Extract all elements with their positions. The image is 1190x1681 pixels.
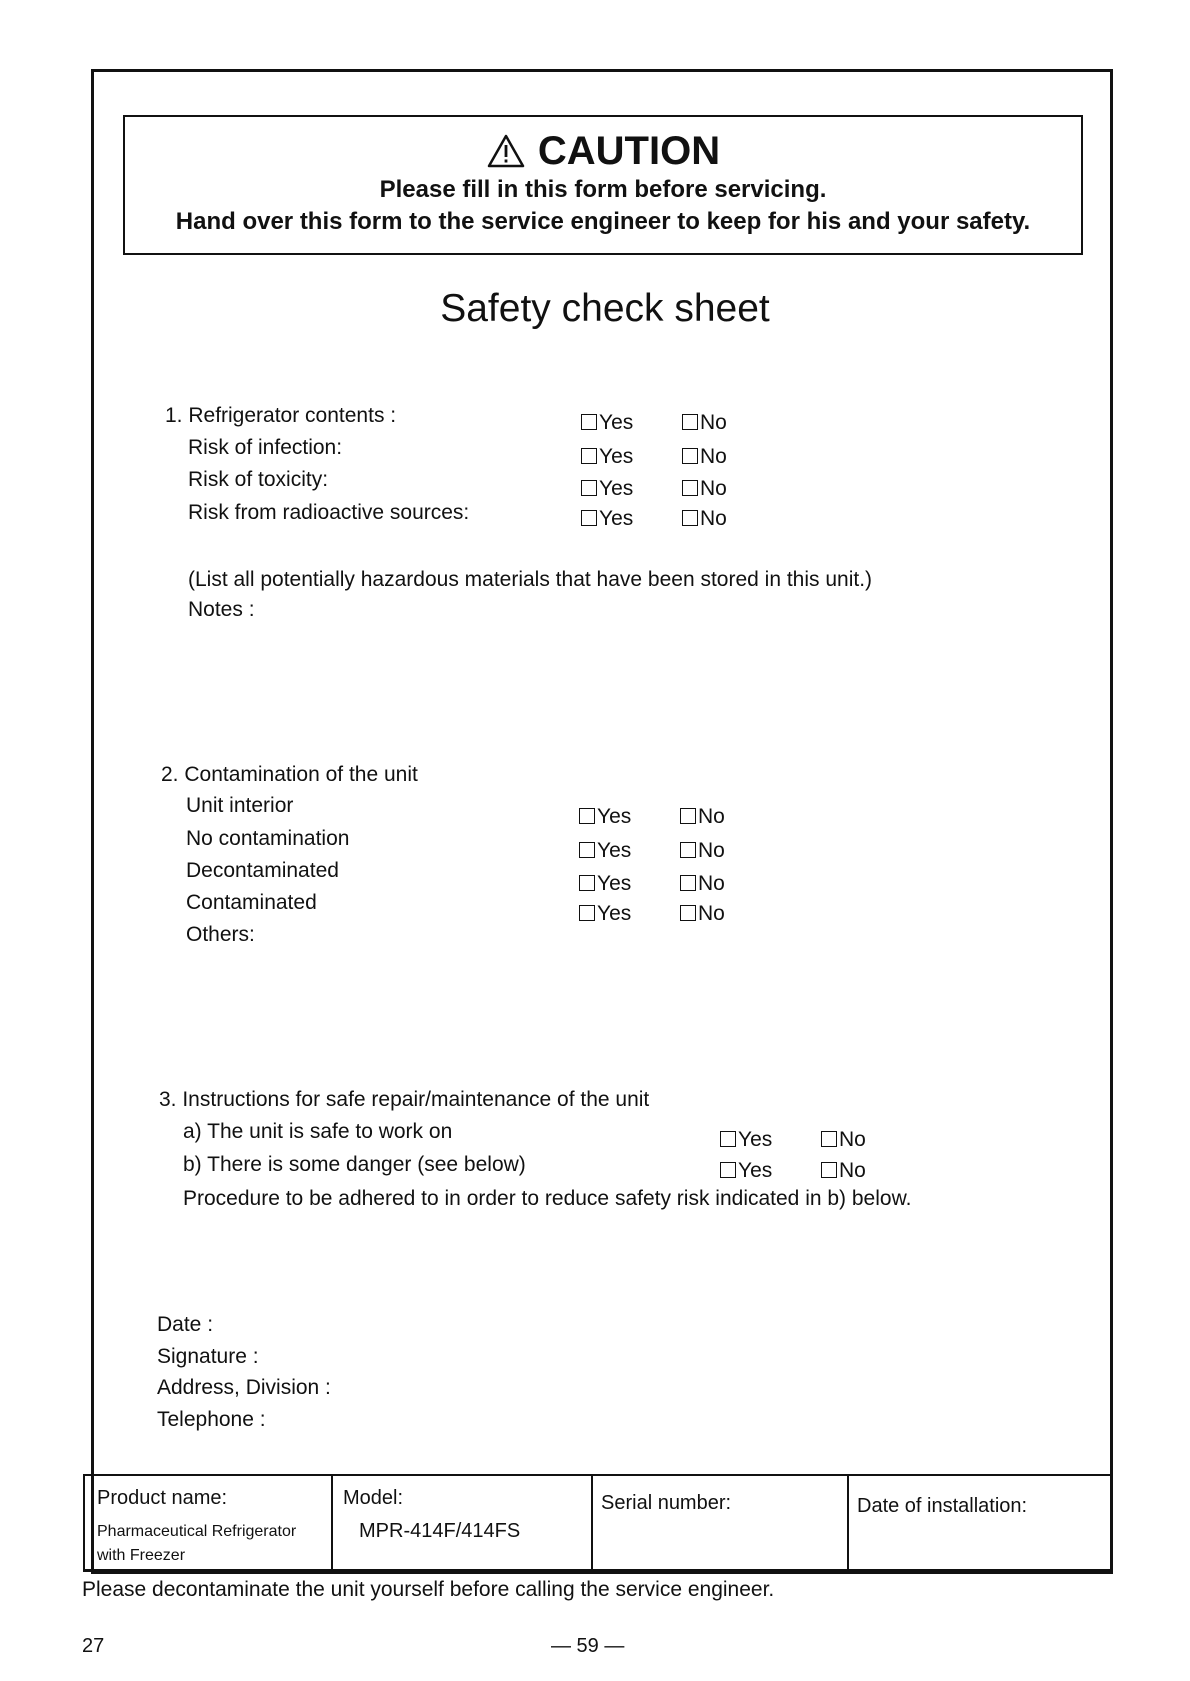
section3-procedure: Procedure to be adhered to in order to reduce safety risk indicated in b) below. — [183, 1187, 912, 1210]
model-label: Model: — [343, 1487, 404, 1509]
serial-number-cell — [591, 1476, 849, 1569]
section2-item-contaminated: Contaminated — [186, 891, 317, 914]
warning-triangle-icon — [486, 133, 526, 169]
checkbox-icon — [680, 842, 696, 858]
checkbox-icon — [682, 510, 698, 526]
checkbox-icon — [581, 510, 597, 526]
checkbox-icon — [682, 414, 698, 430]
checkbox-icon — [680, 808, 696, 824]
caution-title: CAUTION — [537, 129, 721, 173]
s1-row2-no[interactable]: No — [682, 444, 727, 470]
s2-row1-no[interactable]: No — [680, 804, 725, 830]
footnote: Please decontaminate the unit yourself before calling the service engineer. — [82, 1578, 775, 1601]
date-label: Date : — [157, 1313, 214, 1336]
checkbox-icon — [579, 808, 595, 824]
checkbox-icon — [682, 480, 698, 496]
checkbox-icon — [680, 905, 696, 921]
section2-heading: 2. Contamination of the unit — [161, 763, 418, 786]
serial-number-label: Serial number: — [601, 1492, 732, 1514]
product-name-label: Product name: — [97, 1487, 228, 1509]
s1-row1-yes[interactable]: Yes — [581, 410, 633, 436]
s2-row4-no[interactable]: No — [680, 901, 725, 927]
checkbox-icon — [579, 842, 595, 858]
checkbox-icon — [579, 905, 595, 921]
checkbox-icon — [821, 1131, 837, 1147]
checkbox-icon — [680, 875, 696, 891]
s1-row4-no[interactable]: No — [682, 506, 727, 532]
section1-heading: 1. Refrigerator contents : — [165, 404, 397, 427]
s1-row3-yes[interactable]: Yes — [581, 476, 633, 502]
section1-instruction: (List all potentially hazardous materials that have been stored in this unit.) — [188, 568, 873, 591]
s2-row3-no[interactable]: No — [680, 871, 725, 897]
checkbox-icon — [579, 875, 595, 891]
checkbox-icon — [581, 480, 597, 496]
s2-row1-yes[interactable]: Yes — [579, 804, 631, 830]
model-value: MPR-414F/414FS — [359, 1520, 521, 1542]
product-name-cell — [83, 1476, 333, 1569]
product-info-table — [83, 1474, 1110, 1572]
s1-row1-no[interactable]: No — [682, 410, 727, 436]
s2-row3-yes[interactable]: Yes — [579, 871, 631, 897]
s2-row2-no[interactable]: No — [680, 838, 725, 864]
section2-item-others: Others: — [186, 923, 255, 946]
caution-box — [123, 115, 1083, 255]
section1-item-radioactive: Risk from radioactive sources: — [188, 501, 470, 524]
section3-heading: 3. Instructions for safe repair/maintenance of the unit — [159, 1088, 650, 1111]
s2-row2-yes[interactable]: Yes — [579, 838, 631, 864]
checkbox-icon — [720, 1162, 736, 1178]
date-of-installation-label: Date of installation: — [857, 1495, 1028, 1517]
section2-item-no-contamination: No contamination — [186, 827, 350, 850]
telephone-label: Telephone : — [157, 1408, 266, 1431]
section2-item-unit-interior: Unit interior — [186, 794, 294, 817]
s2-row4-yes[interactable]: Yes — [579, 901, 631, 927]
page-title: Safety check sheet — [440, 287, 770, 330]
section1-item-infection: Risk of infection: — [188, 436, 343, 459]
s3-row1-no[interactable]: No — [821, 1127, 866, 1153]
checkbox-icon — [821, 1162, 837, 1178]
address-division-label: Address, Division : — [157, 1376, 331, 1399]
s3-row2-yes[interactable]: Yes — [720, 1158, 772, 1184]
product-name-value-line2: with Freezer — [97, 1547, 186, 1564]
checkbox-icon — [720, 1131, 736, 1147]
notes-label: Notes : — [188, 598, 255, 621]
checkbox-icon — [581, 414, 597, 430]
checkbox-icon — [581, 448, 597, 464]
caution-instruction-1: Please fill in this form before servicing. — [379, 176, 827, 203]
section2-item-decontaminated: Decontaminated — [186, 859, 339, 882]
section3-item-safe: a) The unit is safe to work on — [183, 1120, 453, 1143]
s3-row2-no[interactable]: No — [821, 1158, 866, 1184]
checkbox-icon — [682, 448, 698, 464]
section1-item-toxicity: Risk of toxicity: — [188, 468, 329, 491]
model-cell — [331, 1476, 593, 1569]
s3-row1-yes[interactable]: Yes — [720, 1127, 772, 1153]
page-number-left: 27 — [82, 1635, 105, 1657]
caution-heading — [125, 127, 1081, 175]
date-of-installation-cell — [847, 1476, 1110, 1569]
product-name-value-line1: Pharmaceutical Refrigerator — [97, 1523, 297, 1540]
caution-instruction-2: Hand over this form to the service engineer to keep for his and your safety. — [175, 208, 1031, 235]
page-number-center: — 59 — — [551, 1635, 625, 1657]
signature-label: Signature : — [157, 1345, 259, 1368]
s1-row4-yes[interactable]: Yes — [581, 506, 633, 532]
s1-row3-no[interactable]: No — [682, 476, 727, 502]
section3-item-danger: b) There is some danger (see below) — [183, 1153, 526, 1176]
s1-row2-yes[interactable]: Yes — [581, 444, 633, 470]
